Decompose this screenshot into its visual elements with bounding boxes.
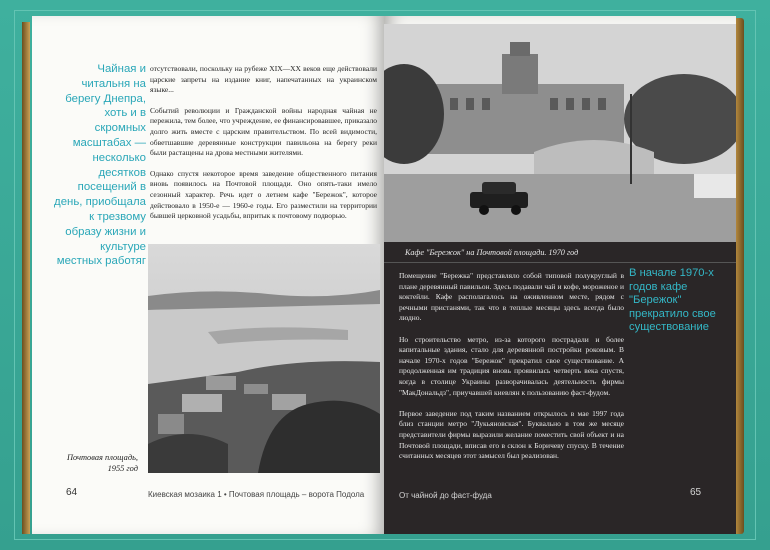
pochtova-square-1955-photo [148,244,380,473]
left-paragraph-1: отсутствовали, поскольку на рубеже XIX—XX веков еще действовали царские запреты на издание книг, напечатанных на украинском языке... [150,64,377,95]
right-body-text [399,271,624,472]
left-photo-caption: Почтовая площадь, 1955 год [67,453,138,473]
right-photo-caption: Кафе "Бережок" на Почтовой площади. 1970 год [405,248,579,257]
left-body-text [150,64,377,232]
caption-divider [384,262,736,263]
left-pull-quote: Чайная и читальня на берегу Днепра, хоть и в скромных масштабах — несколько десятков посещений в день, приобщала к трезвому образу жизни и культуре местных работяг [54,63,146,268]
right-paragraph-2: Но строительство метро, из-за которого пострадали и более капитальные здания, стало для деревянной постройки роковым. В начале 1970-х годов "Бережок" прекратил свое существование. А продолженная им традиция вновь проявилась четверть века спустя, когда в столице Украины разворачивалась деятельность фирмы "МакДональдз", приучавшей киевлян к пользованию фаст-фудом. [399,334,624,397]
right-paragraph-3: Первое заведение под таким названием открылось в мае 1997 года близ станции метро "Лукьяновская". Буквально в том же месяце представители фирмы выразили желание поместить свой объект и на Почтовой площади, вписав его в склон к Боричеву спуску. В течение считанных месяцев этот замысел был реализован. [399,408,624,461]
left-paragraph-2: Событий революции и Гражданской войны народная чайная не пережила, тем более, что учреждение, ее финансировавшее, приказало долго жить вместе с царским правительством. По всей видимости, обветшавшие деревянные конструкции павильона на берегу реки были растащены на дрова местными жителями. [150,105,377,158]
left-paragraph-3: Однако спустя некоторое время заведение общественного питания вновь появилось на Почтовой площади. Оно опять-таки имело сезонный характер. Речь идет о летнем кафе "Бережок", которое действовало в 1950-е — 1960-е годы. Его разместили на территории бывшей церковной усадьбы, впритык к почтовому подворью. [150,168,377,221]
street-scene-photo-image [384,24,736,242]
aerial-river-photo-image [148,244,380,473]
cafe-berezhok-1970-photo [384,24,736,242]
right-paragraph-1: Помещение "Бережка" представляло собой типовой полукруглый в плане деревянный павильон. Здесь подавали чай и кофе, мороженое и коктейли. Кафе располагалось на оживленном месте, рядом с речными пристанями, так что в теплые месяцы здесь всегда было людно. [399,271,624,323]
left-page-number: 64 [66,487,78,498]
left-running-footer: Киевская мозаика 1 • Почтовая площадь – ворота Подола [148,490,365,499]
right-running-footer: От чайной до фаст-фуда [399,491,492,500]
book-spine-edge [22,22,30,534]
right-page-number: 65 [690,487,702,498]
right-side-quote: В начале 1970-х годов кафе "Бережок" прекратило свое существование [629,267,716,334]
